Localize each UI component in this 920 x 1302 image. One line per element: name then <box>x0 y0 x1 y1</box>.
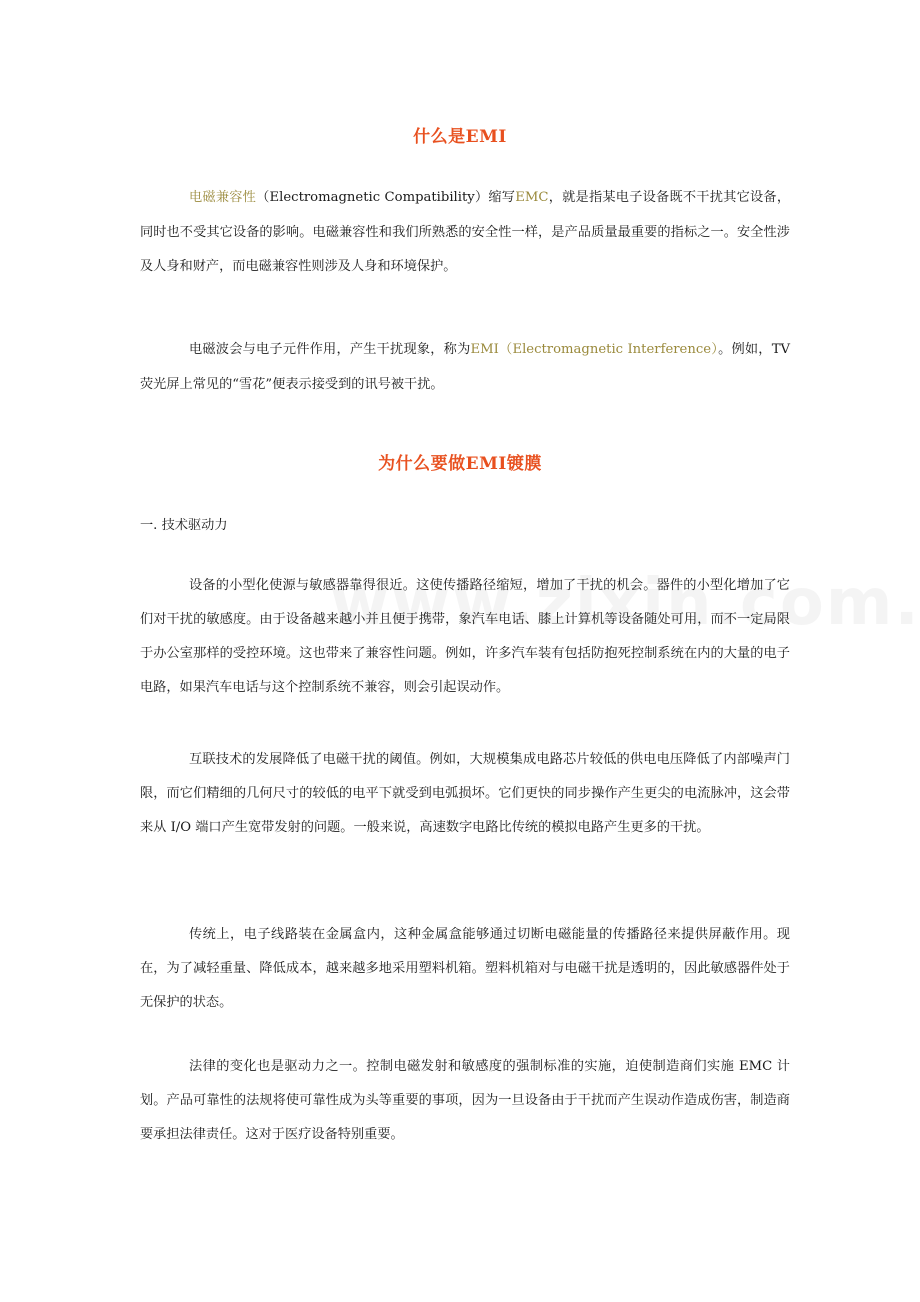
term-emi: EMI（Electromagnetic Interference） <box>470 342 719 357</box>
body-paragraph: 法律的变化也是驱动力之一。控制电磁发射和敏感度的强制标准的实施，迫使制造商们实施 EMC 计划。产品可靠性的法规将使可靠性成为头等重要的事项，因为一旦设备由于干扰而产生误动作造成伤害，制造商要承担法律责任。这对于医疗设备特别重要。 <box>140 1059 790 1142</box>
term-emc-chinese: 电磁兼容性 <box>189 190 257 205</box>
intro-text-b: ，就是指某电子设备既不干扰其它设备，同时也不受其它设备的影响。电磁兼容性和我们所熟悉的安全性一样，是产品质量最重要的指标之一。安全性涉及人身和财产，而电磁兼容性则涉及人身和环境保护。 <box>140 190 791 274</box>
intro-paragraph-emc <box>140 181 790 285</box>
body-paragraph: 互联技术的发展降低了电磁干扰的阈值。例如，大规模集成电路芯片较低的供电电压降低了内部噪声门限，而它们精细的几何尺寸的较低的电平下就受到电弧损坏。它们更快的同步操作产生更尖的电流脉冲，这会带来从 I/O 端口产生宽带发射的问题。一般来说，高速数字电路比传统的模拟电路产生更多的干扰。 <box>140 752 790 835</box>
intro-text-a: （Electromagnetic Compatibility）缩写 <box>256 190 516 205</box>
body-paragraph: 传统上，电子线路装在金属盒内，这种金属盒能够通过切断电磁能量的传播路径来提供屏蔽作用。现在，为了减轻重量、降低成本，越来越多地采用塑料机箱。塑料机箱对与电磁干扰是透明的，因此敏感器件处于无保护的状态。 <box>140 927 790 1010</box>
section-title-tech-drivers: 一. 技术驱动力 <box>140 518 228 533</box>
emi-text-a: 电磁波会与电子元件作用，产生干扰现象，称为 <box>189 342 471 357</box>
body-paragraph: 设备的小型化使源与敏感器靠得很近。这使传播路径缩短，增加了干扰的机会。器件的小型化增加了它们对干扰的敏感度。由于设备越来越小并且便于携带，象汽车电话、膝上计算机等设备随处可用，而不一定局限于办公室那样的受控环境。这也带来了兼容性问题。例如，许多汽车装有包括防抱死控制系统在内的大量的电子电路，如果汽车电话与这个控制系统不兼容，则会引起误动作。 <box>140 578 790 695</box>
intro-paragraph-emi <box>140 333 790 402</box>
term-emc: EMC <box>515 190 549 205</box>
heading-what-is-emi: 什么是EMI <box>413 127 507 147</box>
emi-text-b: 。例如，TV 荧光屏上常见的“雪花”便表示接受到的讯号被干扰。 <box>140 342 791 392</box>
heading-why-emi-coating: 为什么要做EMI镀膜 <box>378 454 542 474</box>
